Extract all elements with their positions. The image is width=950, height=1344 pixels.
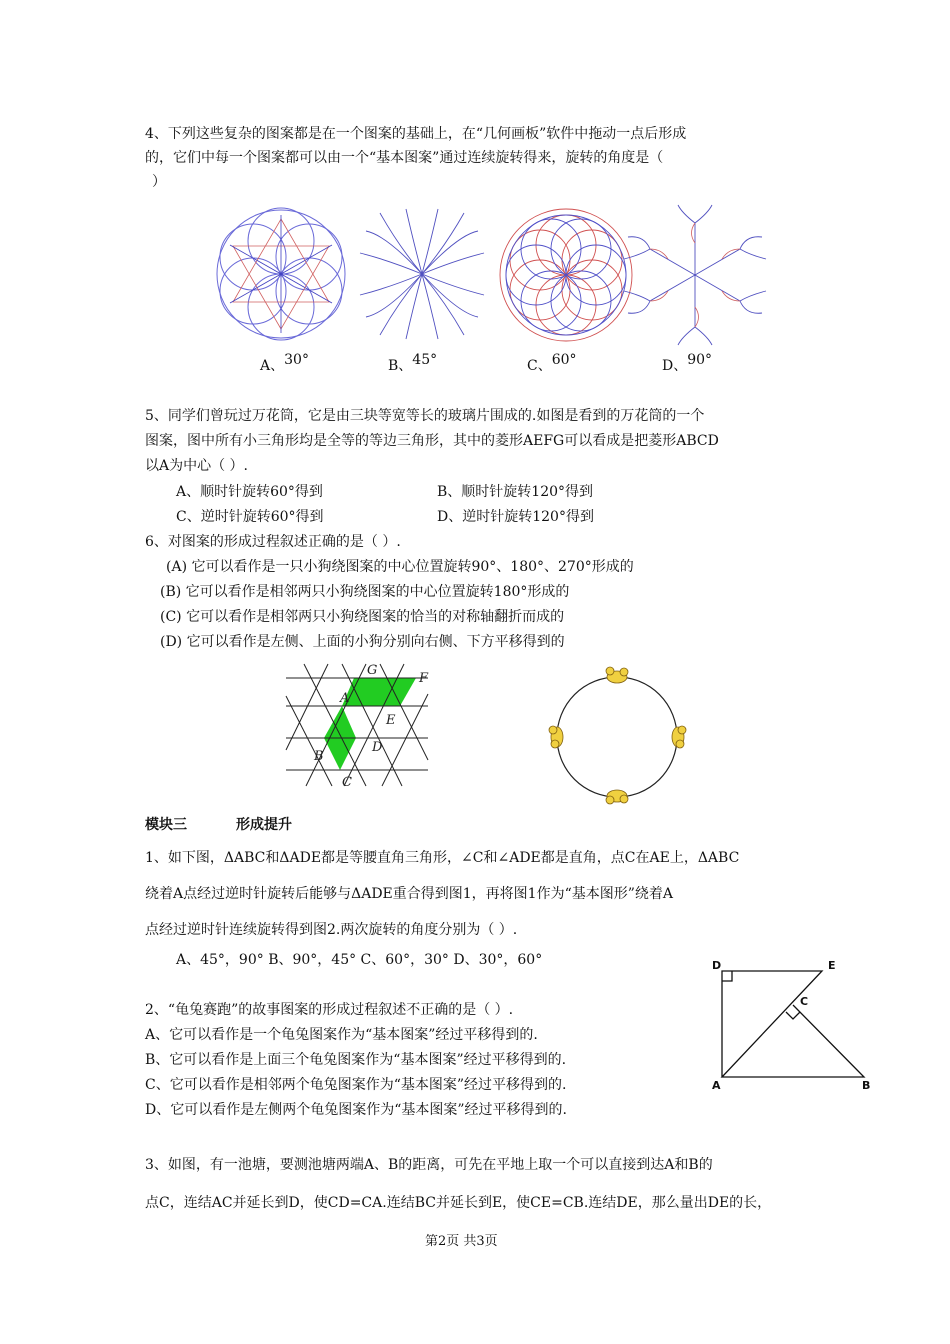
q5-line-1: 5、同学们曾玩过万花筒，它是由三块等宽等长的玻璃片围成的.如图是看到的万花筒的一个 <box>145 408 705 424</box>
s3-line-2: 点C，连结AC并延长到D，使CD=CA.连结BC并延长到E，使CE=CB.连结DE，那么量出DE的长， <box>145 1195 772 1211</box>
s1-line-3: 点经过逆时针连续旋转得到图2.两次旋转的角度分别为（ ）. <box>145 922 518 938</box>
s2-stem: 2、“龟兔赛跑”的故事图案的形成过程叙述不正确的是（ ）. <box>145 1002 514 1018</box>
dog-icon-left <box>549 726 563 748</box>
tri-label-c: C <box>800 995 809 1008</box>
tri-label-e: E <box>828 959 836 972</box>
q4-line-2: 的，它们中每一个图案都可以由一个“基本图案”通过连续旋转得来，旋转的角度是（ <box>145 150 664 166</box>
dogs-circle-figure <box>540 660 700 810</box>
q4-line-3: ） <box>152 174 166 190</box>
pattern-c-figure <box>496 205 636 345</box>
q4-option-b: B、45° <box>388 352 438 374</box>
label-b: B <box>314 749 324 764</box>
label-c: C <box>342 775 352 790</box>
tri-label-b: B <box>862 1079 871 1092</box>
dog-icon-top <box>606 667 628 683</box>
q4-option-a: A、30° <box>260 352 309 374</box>
s2-option-a: A、它可以看作是一个龟兔图案作为“基本图案”经过平移得到的. <box>145 1027 538 1043</box>
label-f: F <box>419 671 429 686</box>
s1-line-2: 绕着A点经过逆时针旋转后能够与ΔADE重合得到图1，再将图1作为“基本图形”绕着A <box>145 886 674 902</box>
dog-icon-right <box>672 726 686 748</box>
q6-option-d: (D) 它可以看作是左侧、上面的小狗分别向右侧、下方平移得到的 <box>160 634 565 650</box>
tri-label-d: D <box>712 959 722 972</box>
section-name: 模块三 <box>145 817 187 833</box>
kaleidoscope-figure <box>282 660 432 790</box>
section-title: 形成提升 <box>236 817 292 833</box>
q5-option-c: C、逆时针旋转60°得到 <box>176 509 324 525</box>
s3-line-1: 3、如图，有一池塘，要测池塘两端A、B的距离，可先在平地上取一个可以直接到达A和B的 <box>145 1157 713 1173</box>
triangle-figure <box>706 955 876 1090</box>
pattern-a-figure <box>212 205 350 343</box>
s1-options: A、45°，90° B、90°，45° C、60°，30° D、30°，60° <box>176 952 543 968</box>
q5-option-b: B、顺时针旋转120°得到 <box>437 484 594 500</box>
label-g: G <box>367 663 378 678</box>
q4-line-1: 4、下列这些复杂的图案都是在一个图案的基础上，在“几何画板”软件中拖动一点后形成 <box>145 126 687 142</box>
label-a: A <box>340 691 350 706</box>
tri-label-a: A <box>712 1079 721 1092</box>
pattern-d-figure <box>622 203 768 347</box>
s1-line-1: 1、如下图，ΔABC和ΔADE都是等腰直角三角形，∠C和∠ADE都是直角，点C在AE上，ΔABC <box>145 850 740 866</box>
label-e: E <box>386 713 396 728</box>
label-d: D <box>372 740 383 755</box>
page-footer: 第2页 共3页 <box>425 1234 498 1249</box>
q6-option-c: (C) 它可以看作是相邻两只小狗绕图案的恰当的对称轴翻折而成的 <box>160 609 565 625</box>
q5-line-2: 图案，图中所有小三角形均是全等的等边三角形，其中的菱形AEFG可以看成是把菱形ABCD <box>145 433 719 449</box>
q5-option-a: A、顺时针旋转60°得到 <box>176 484 323 500</box>
dog-icon-bottom <box>606 790 628 804</box>
s2-option-d: D、它可以看作是左侧两个龟兔图案作为“基本图案”经过平移得到的. <box>145 1102 567 1118</box>
q4-option-c: C、60° <box>527 352 577 374</box>
q5-option-d: D、逆时针旋转120°得到 <box>437 509 594 525</box>
q5-line-3: 以A为中心（ ）. <box>145 458 249 474</box>
s2-option-c: C、它可以看作是相邻两个龟兔图案作为“基本图案”经过平移得到的. <box>145 1077 567 1093</box>
q6-option-b: (B) 它可以看作是相邻两只小狗绕图案的中心位置旋转180°形成的 <box>160 584 570 600</box>
q4-option-d: D、90° <box>662 352 713 374</box>
q6-stem: 6、对图案的形成过程叙述正确的是（ ）. <box>145 534 401 550</box>
q6-option-a: (A) 它可以看作是一只小狗绕图案的中心位置旋转90°、180°、270°形成的 <box>166 559 634 575</box>
s2-option-b: B、它可以看作是上面三个龟兔图案作为“基本图案”经过平移得到的. <box>145 1052 567 1068</box>
pattern-b-figure <box>358 205 486 343</box>
